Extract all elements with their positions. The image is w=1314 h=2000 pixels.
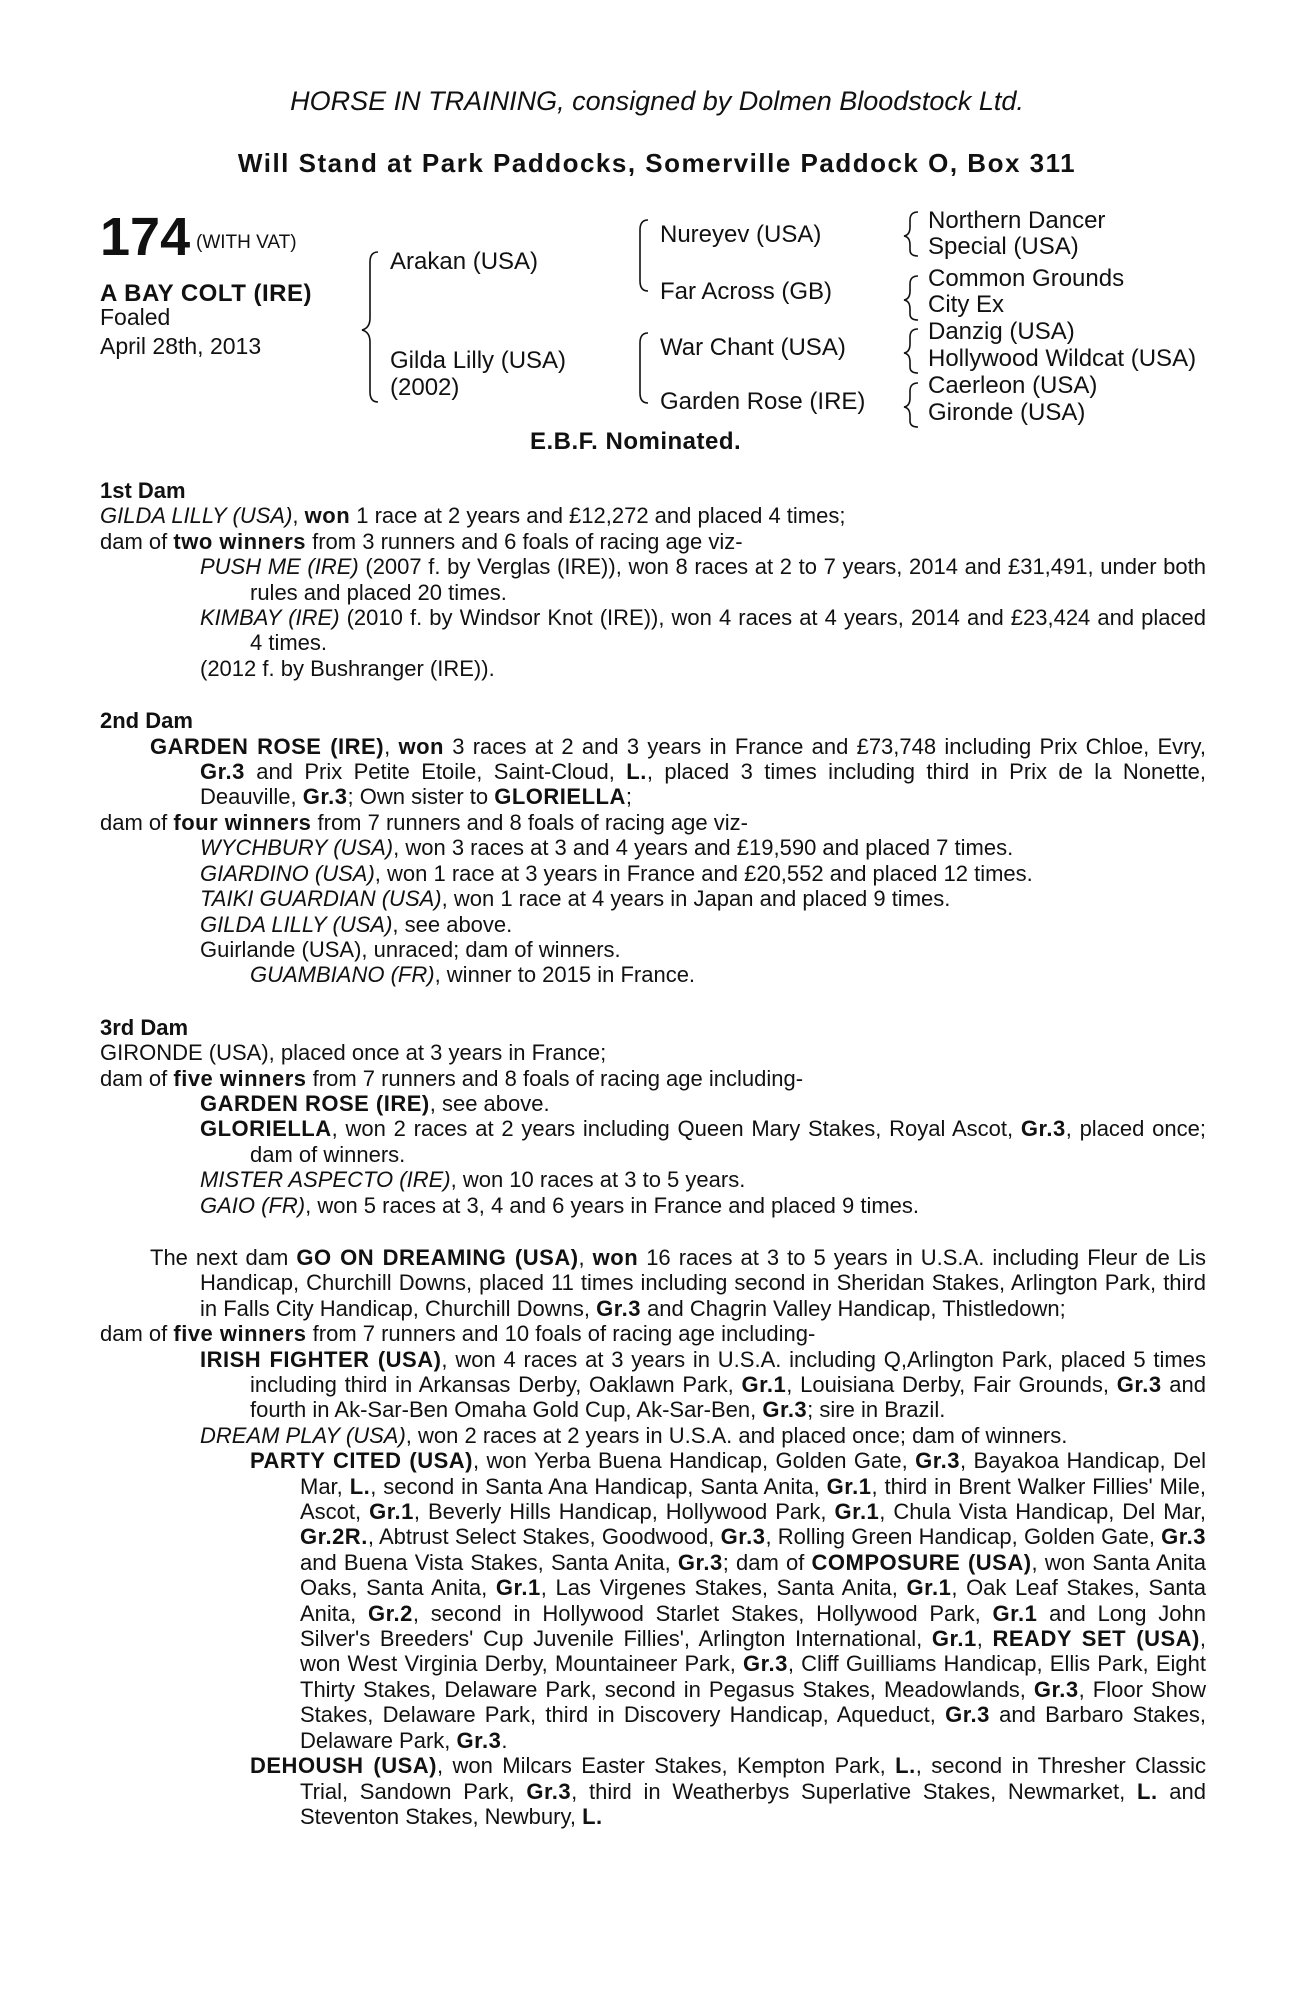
text: , winner to 2015 in France. [434,962,696,988]
text: from 7 runners and 8 foals of racing age including- [306,1065,804,1091]
listed-label: L. [895,1753,916,1779]
gen3-7: Caerleon (USA) [928,372,1098,399]
grade-label: Gr.1 [906,1575,952,1601]
text: , second in Santa Ana Handicap, Santa Anita, [370,1473,827,1499]
horse-name: TAIKI GUARDIAN (USA) [200,886,442,912]
text: ; Own sister to [347,784,495,810]
dam2-produce-summary [100,810,1206,835]
listed-label: L. [626,759,647,785]
text: , won 1 race at 4 years in Japan and placed 9 times. [441,886,951,912]
text: 1 race at 2 years and £12,272 and placed 4 times; [350,503,846,529]
text: , won 5 races at 3, 4 and 6 years in France and placed 9 times. [305,1192,920,1218]
text: , won 1 race at 3 years in France and £20,552 and placed 12 times. [374,860,1033,886]
text: , [292,503,305,529]
produce-entry [100,1423,1206,1448]
lot-number: 174 [100,207,191,267]
horse-name: GAIO (FR) [200,1192,306,1218]
text: The next dam [150,1244,297,1270]
listed-label: L. [582,1803,603,1829]
grade-label: Gr.3 [596,1295,641,1321]
text: (2010 f. by Windsor Knot (IRE)), won 4 races at 4 years, 2014 and £23,424 and placed 4 times. [250,605,1206,656]
horse-name: PARTY CITED (USA) [250,1448,473,1474]
consignor-title: HORSE IN TRAINING, consigned by Dolmen Bloodstock Ltd. [290,86,1024,116]
ebf-nominated: E.B.F. Nominated. [530,428,742,455]
text: , Cliff Guilliams Handicap, Ellis Park, Eight Thirty Stakes, Delaware Park, second in Pegasus Stakes, Meadowlands, [300,1651,1206,1702]
gen3-1: Northern Dancer [928,207,1106,234]
text: from 3 runners and 6 foals of racing age viz- [306,528,743,554]
text: ; sire in Brazil. [807,1397,946,1423]
produce-entry [100,937,1206,962]
text: , won 3 races at 3 and 4 years and £19,590 and placed 7 times. [393,835,1014,861]
text: and fourth in Ak-Sar-Ben Omaha Gold Cup, Ak-Sar-Ben, [250,1372,1206,1423]
text: , Rolling Green Handicap, Golden Gate, [765,1524,1162,1550]
text: , Abtrust Select Stakes, Goodwood, [367,1524,721,1550]
dam2-record [100,734,1206,810]
produce-entry [100,656,1206,681]
winners-count: five winners [173,1321,307,1347]
text: (2012 f. by Bushranger (IRE)). [200,655,495,681]
text: , Las Virgenes Stakes, Santa Anita, [540,1575,907,1601]
text: , won 4 races at 3 years in U.S.A. including Q,Arlington Park, placed 5 times including third in Arkansas Derby, Oaklawn Park, [250,1346,1206,1397]
text: , third in Brent Walker Fillies' Mile, Ascot, [300,1473,1206,1525]
foaled-date: April 28th, 2013 [100,333,262,359]
text: 16 races at 3 to 5 years in U.S.A. including Fleur de Lis Handicap, Churchill Downs, placed 11 times including second in Sheridan Stakes, Arlington Park, third in Falls City Handicap, Churchill Downs, [200,1244,1206,1321]
text: , won 2 races at 2 years in U.S.A. and placed once; dam of winners. [405,1422,1068,1448]
horse-name: GARDEN ROSE (IRE) [150,733,385,759]
gen3-2: Special (USA) [928,233,1079,260]
catalogue-body [100,478,1206,1829]
dam3-produce-summary [100,1066,1206,1091]
dam-year: (2002) [390,374,460,401]
text: , won Santa Anita Oaks, Santa Anita, [300,1549,1207,1601]
horse-name: GO ON DREAMING (USA) [296,1244,579,1270]
winners-count: five winners [173,1065,307,1091]
grade-label: Gr.3 [526,1778,572,1804]
text: , Oak Leaf Stakes, Santa Anita, [300,1575,1207,1626]
text: ; dam of [722,1549,812,1575]
grade-label: Gr.1 [741,1372,787,1397]
horse-name: GIARDINO (USA) [200,860,375,886]
winners-count: two winners [173,528,306,554]
gen3-6: Hollywood Wildcat (USA) [928,345,1197,372]
text: , placed once; dam of winners. [250,1116,1206,1167]
produce-entry [100,1448,1206,1753]
produce-entry [100,962,1206,987]
grade-label: Gr.1 [495,1575,541,1601]
horse-name: GLORIELLA [494,784,626,810]
horse-name: DREAM PLAY (USA) [200,1422,406,1448]
listed-label: L. [1137,1778,1158,1804]
text: , won 10 races at 3 to 5 years. [450,1167,746,1193]
produce-entry [100,861,1206,886]
dam-name: Gilda Lilly (USA) [390,347,567,374]
grade-label: Gr.1 [931,1626,977,1652]
produce-entry [100,605,1206,656]
grade-label: Gr.3 [743,1651,788,1677]
foaled-label: Foaled [100,304,171,330]
text: and Long John Silver's Breeders' Cup Juvenile Fillies', Arlington International, [300,1600,1206,1652]
horse-name: PUSH ME (IRE) [200,554,359,580]
produce-entry [100,554,1206,605]
text: , see above. [429,1090,550,1116]
next-dam-produce-summary [100,1321,1206,1346]
text: , Bayakoa Handicap, Del Mar, [300,1448,1207,1499]
produce-entry [100,886,1206,911]
text: from 7 runners and 10 foals of racing age including- [306,1321,816,1347]
grade-label: Gr.3 [945,1702,990,1728]
won-label: won [304,503,351,529]
text: , second in Hollywood Starlet Stakes, Hollywood Park, [412,1600,993,1626]
dam-sire: War Chant (USA) [660,334,846,361]
text: (2007 f. by Verglas (IRE)), won 8 races at 2 to 7 years, 2014 and £31,491, under both rules and placed 20 times. [250,554,1206,605]
text: , [578,1244,593,1270]
produce-entry [100,1116,1206,1167]
text: , won Milcars Easter Stakes, Kempton Park, [437,1753,896,1779]
grade-label: Gr.2R. [300,1524,368,1550]
text: , won 2 races at 2 years including Queen Mary Stakes, Royal Ascot, [331,1116,1021,1142]
produce-entry [100,1193,1206,1218]
won-label: won [398,733,444,759]
text: . [501,1727,508,1753]
text: , [384,733,399,759]
grade-label: Gr.3 [1020,1116,1066,1142]
produce-entry [100,1091,1206,1116]
text: and Barbaro Stakes, Delaware Park, [300,1702,1206,1753]
dam1-record [100,503,1206,528]
horse-name: GARDEN ROSE (IRE) [200,1090,430,1116]
produce-entry [100,1347,1206,1423]
grade-label: Gr.1 [369,1499,414,1525]
sire-sire: Nureyev (USA) [660,221,822,248]
gen3-3: Common Grounds [928,265,1125,292]
text: , Beverly Hills Handicap, Hollywood Park, [413,1499,835,1525]
grade-label: Gr.1 [992,1600,1038,1626]
text: 3 races at 2 and 3 years in France and £73,748 including Prix Chloe, Evry, [443,733,1206,759]
grade-label: Gr.3 [720,1524,766,1550]
text: from 7 runners and 8 foals of racing age viz- [311,809,748,835]
vat-note: (WITH VAT) [196,232,297,253]
text: dam of [100,809,174,835]
text: and Buena Vista Stakes, Santa Anita, [300,1549,678,1575]
text: , second in Thresher Classic Trial, Sandown Park, [300,1753,1206,1804]
grade-label: Gr.3 [677,1549,723,1575]
grade-label: Gr.3 [1161,1524,1206,1550]
dam3-record: GIRONDE (USA), placed once at 3 years in France; [100,1040,607,1066]
horse-name: KIMBAY (IRE) [200,605,340,631]
text: , Floor Show Stakes, Delaware Park, third in Discovery Handicap, Aqueduct, [300,1676,1206,1728]
horse-name: GUAMBIANO (FR) [250,962,435,988]
won-label: won [592,1244,639,1270]
grade-label: Gr.3 [762,1397,808,1423]
text: , [976,1626,993,1652]
grade-label: Gr.3 [456,1727,502,1753]
listed-label: L. [349,1473,371,1499]
text: dam of [100,528,174,554]
dam1-heading: 1st Dam [100,478,186,503]
produce-entry [100,1167,1206,1192]
horse-name: WYCHBURY (USA) [200,835,394,861]
grade-label: Gr.3 [1033,1676,1079,1702]
winners-count: four winners [173,809,312,835]
horse-name: COMPOSURE (USA) [811,1549,1032,1575]
grade-label: Gr.1 [834,1499,880,1525]
horse-name: READY SET (USA) [992,1626,1200,1652]
text: and Steventon Stakes, Newbury, [300,1778,1206,1829]
horse-name: DEHOUSH (USA) [250,1753,437,1779]
dam3-heading: 3rd Dam [100,1014,189,1040]
horse-name: GLORIELLA [200,1116,332,1142]
produce-entry [100,1753,1206,1829]
sire-dam: Far Across (GB) [660,278,833,305]
text: , placed 3 times including third in Prix de la Nonette, Deauville, [200,759,1206,810]
dam1-produce-summary [100,529,1206,554]
produce-entry [100,835,1206,860]
text: and Chagrin Valley Handicap, Thistledown; [640,1295,1066,1321]
text: , Chula Vista Handicap, Del Mar, [879,1499,1206,1525]
horse-name: GILDA LILLY (USA) [200,911,393,937]
gen3-5: Danzig (USA) [928,318,1075,345]
text: Guirlande (USA), unraced; dam of winners. [200,936,621,962]
text: , Louisiana Derby, Fair Grounds, [786,1372,1117,1397]
text: dam of [100,1065,174,1091]
dam2-heading: 2nd Dam [100,708,193,734]
text: dam of [100,1321,174,1347]
gen3-4: City Ex [928,291,1005,318]
stand-location: Will Stand at Park Paddocks, Somerville Paddock O, Box 311 [237,148,1077,178]
horse-name: IRISH FIGHTER (USA) [200,1346,442,1372]
text: , third in Weatherbys Superlative Stakes, Newmarket, [571,1778,1137,1804]
text: , won West Virginia Derby, Mountaineer Park, [300,1626,1206,1677]
horse-name: A BAY COLT (IRE) [100,280,313,307]
grade-label: Gr.2 [368,1600,413,1626]
text: ; [625,784,632,810]
dam-dam: Garden Rose (IRE) [660,388,866,415]
grade-label: Gr.3 [1116,1372,1162,1397]
horse-name: MISTER ASPECTO (IRE) [200,1167,451,1193]
grade-label: Gr.1 [826,1473,872,1499]
sire-name: Arakan (USA) [390,248,539,275]
dam1-name: GILDA LILLY (USA) [100,503,293,529]
gen3-8: Gironde (USA) [928,399,1086,426]
text: , see above. [392,911,513,937]
grade-label: Gr.3 [200,759,245,785]
produce-entry [100,912,1206,937]
grade-label: Gr.3 [302,784,348,810]
next-dam-record [100,1245,1206,1321]
grade-label: Gr.3 [915,1448,960,1474]
text: and Prix Petite Etoile, Saint-Cloud, [244,759,627,785]
text: , won Yerba Buena Handicap, Golden Gate, [472,1448,916,1474]
